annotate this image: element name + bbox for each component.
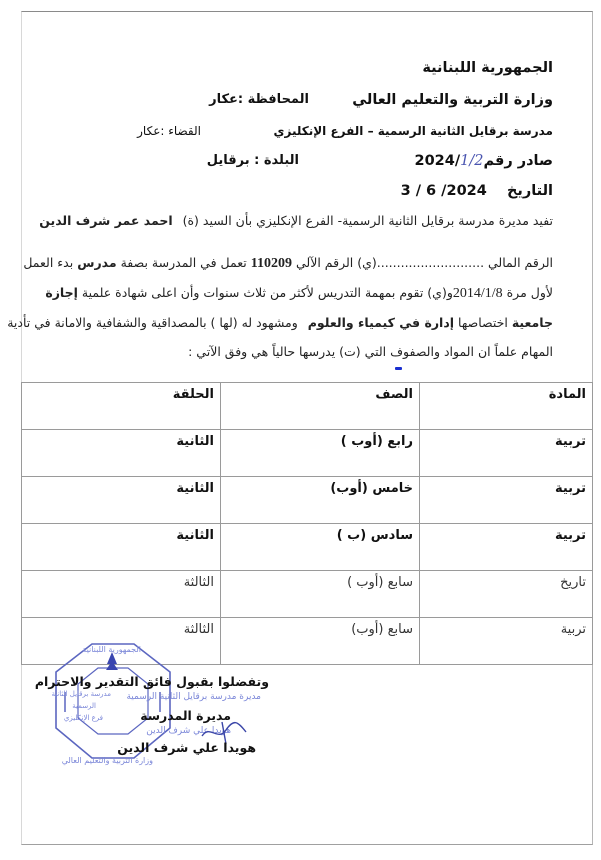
director-title: مديرة المدرسة — [140, 708, 231, 723]
republic-heading: الجمهورية اللبنانية — [422, 60, 553, 76]
director-name: هويدا علي شرف الدين — [117, 740, 256, 755]
table-row — [22, 571, 593, 618]
reference-handwritten: 1/2 — [460, 153, 484, 169]
table-row — [22, 524, 593, 571]
cell-class: خامس (أوب) — [221, 477, 420, 524]
degree-part-1: إجازة — [45, 285, 78, 300]
teacher-role: مدرس — [77, 255, 117, 270]
first-time-text: لأول مرة — [506, 285, 553, 300]
cell-cycle: الثالثة — [22, 618, 221, 665]
body-line-5: المهام علماً ان المواد والصفوف التي (ت) يدرسها حالياً هي وفق الآتي : — [188, 344, 553, 359]
table-row — [22, 430, 593, 477]
cell-class: سابع (أوب) — [221, 618, 420, 665]
date-line — [401, 183, 553, 199]
stamp-inner-line-3: فرع الإنكليزي — [63, 714, 103, 722]
body-line-1 — [39, 213, 553, 228]
cell-subject: تربية — [420, 524, 593, 571]
body-line-3-text: و(ي) تقوم بمهمة التدريس لأكثر من ثلاث سنوات وأن اعلى شهادة علمية — [81, 285, 453, 300]
closing-regards: وتفضلوا بقبول فائق التقدير والاحترام — [34, 674, 269, 689]
cell-subject: تربية — [420, 477, 593, 524]
date-value: 3 / 6 /2024 — [400, 183, 487, 199]
stamp-outer-bottom: وزارة التربية والتعليم العالي — [61, 756, 153, 765]
cell-subject: تربية — [420, 430, 593, 477]
stamp-outer-top: الجمهورية اللبنانية — [82, 645, 141, 654]
cell-class: سادس (ب ) — [221, 524, 420, 571]
ministry-heading: وزارة التربية والتعليم العالي — [352, 92, 553, 108]
subjects-table — [21, 382, 593, 665]
header-class: الصف — [221, 383, 420, 430]
body-line-1-text: تفيد مديرة مدرسة برقايل الثانية الرسمية- الفرع الإنكليزي بأن السيد (ة) — [182, 213, 553, 228]
cell-class: سابع (أوب ) — [221, 571, 420, 618]
specialization: إدارة في كيمياء والعلوم — [307, 315, 455, 330]
table-header-row — [22, 383, 593, 430]
governorate-field: المحافظة :عكار — [209, 92, 309, 107]
body-line-2 — [23, 255, 553, 272]
stamp-overlay-line-1: مديرة مدرسة برقايل الثانية الرسمية — [126, 692, 261, 702]
stamp-overlay-line-2: هويدا علي شرف الدين — [146, 726, 231, 736]
header-cycle: الحلقة — [22, 383, 221, 430]
cell-class: رابع (أوب ) — [221, 430, 420, 477]
stamp-inner-line-1: مدرسة برقايل الثانية — [51, 690, 111, 698]
district-field: القضاء :عكار — [137, 124, 201, 138]
cell-cycle: الثالثة — [22, 571, 221, 618]
body-line-2-text: تعمل في المدرسة بصفة — [120, 255, 247, 270]
automated-number: 110209 — [250, 256, 292, 271]
body-line-4 — [7, 315, 553, 330]
table-row — [22, 477, 593, 524]
cell-subject: تربية — [420, 618, 593, 665]
start-date: 2014/1/8 — [452, 286, 503, 301]
pen-mark — [395, 367, 402, 370]
header-subject: المادة — [420, 383, 593, 430]
date-label: التاريخ — [506, 183, 553, 199]
reference-label: صادر رقم — [483, 153, 553, 169]
teacher-name: احمد عمر شرف الدين — [39, 213, 173, 228]
specialization-label: اختصاصها — [458, 315, 508, 330]
financial-number-text: الرقم المالي ...........................(ي) الرقم الآلي — [295, 255, 553, 270]
stamp-inner-line-2: الرسمية — [72, 702, 96, 710]
degree-part-2: جامعية — [511, 315, 553, 330]
cell-cycle: الثانية — [22, 430, 221, 477]
cell-subject: تاريخ — [420, 571, 593, 618]
cedar-icon — [106, 652, 118, 670]
body-line-3 — [45, 285, 553, 302]
reference-year: 2024/ — [414, 153, 461, 169]
cell-cycle: الثانية — [22, 477, 221, 524]
reference-number — [414, 153, 553, 169]
body-line-4-text: ومشهود له (لها ) بالمصداقية والشفافية والامانة في تأدية — [7, 315, 298, 330]
town-field: البلدة : برقايل — [206, 153, 299, 168]
school-name: مدرسة برقايل الثانية الرسمية – الفرع الإنكليزي — [273, 124, 553, 138]
work-start-text: بدء العمل — [23, 255, 74, 270]
cell-cycle: الثانية — [22, 524, 221, 571]
